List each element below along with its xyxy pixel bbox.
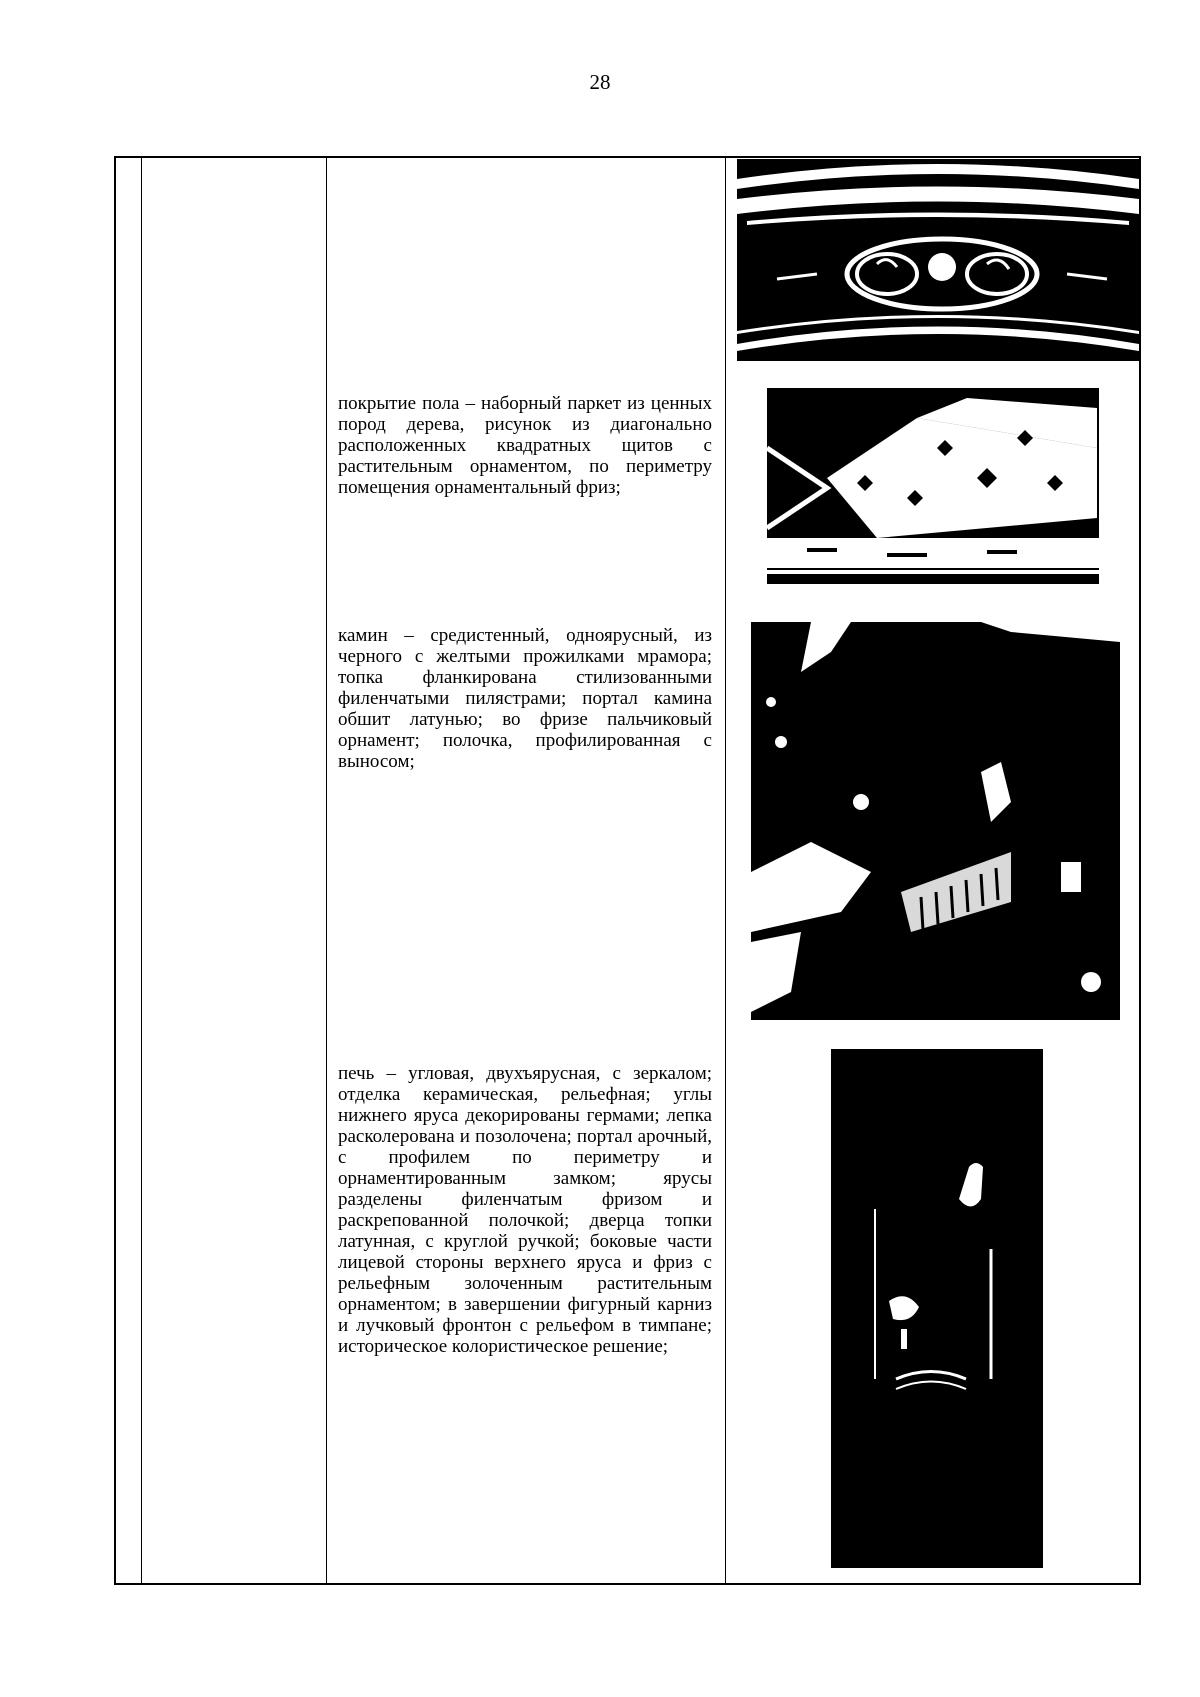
stove-photo xyxy=(831,1049,1043,1568)
stove-description: печь – угловая, двухъярусная, с зеркалом; отделка керамическая, рельефная; углы нижнего яруса декорированы гермами; лепка расколерована и позолочена; портал арочный, с профилем по периметру и орнаментированным замком; ярусы разделены филенчатым фризом и раскрепованной полочкой; дверца топки латунная, с круглой ручкой; боковые части лицевой стороны верхнего яруса и фриз с рельефным золоченным растительным орнаментом; в завершении фигурный карниз и лучковый фронтон с рельефом в тимпане; историческое колористическое решение; xyxy=(338,1063,712,1357)
parquet-floor-photo xyxy=(767,388,1099,584)
fireplace-description: камин – средистенный, одноярусный, из черного с желтыми прожилками мрамора; топка фланкирована стилизованными филенчатыми пилястрами; портал камина обшит латунью; во фризе пальчиковый орнамент; полочка, профилированная с выносом; xyxy=(338,625,712,772)
decorative-ceiling-rosette-photo xyxy=(737,159,1139,361)
column-divider xyxy=(141,158,142,1583)
column-divider xyxy=(725,158,726,1583)
fireplace-photo xyxy=(751,612,1120,1020)
page-number: 28 xyxy=(589,70,611,94)
floor-description: покрытие пола – наборный паркет из ценных пород дерева, рисунок из диагонально расположенных квадратных щитов с растительным орнаментом, по периметру помещения орнаментальный фриз; xyxy=(338,393,712,498)
column-divider xyxy=(326,158,327,1583)
